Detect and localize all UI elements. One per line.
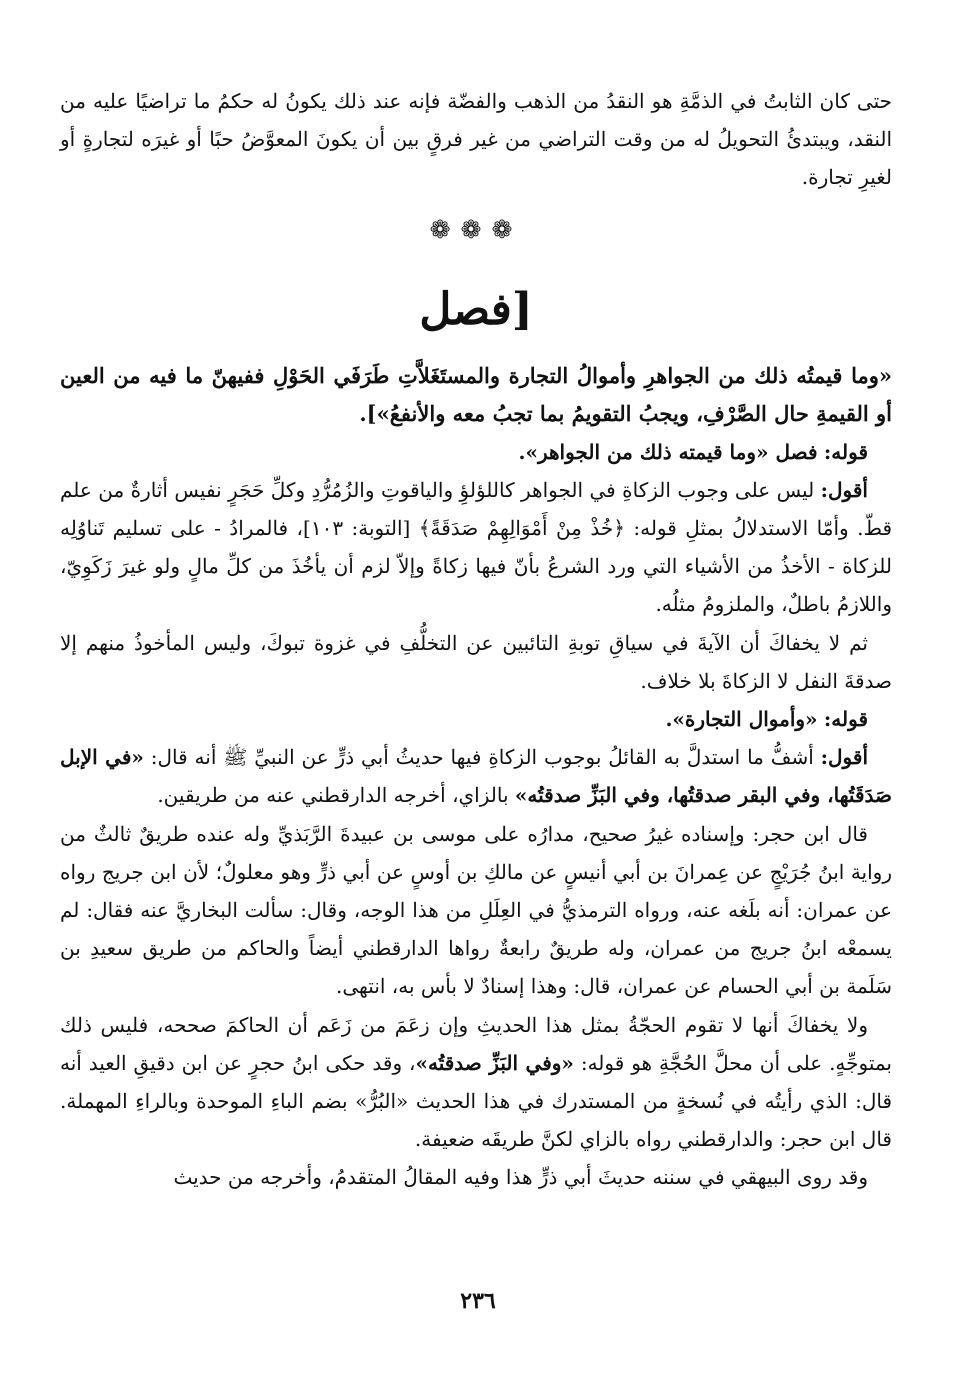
paragraph-text: أشفُّ ما استدلَّ به القائلُ بوجوب الزكاةِ فيها حديثُ أبي ذرٍّ عن النبيِّ ﷺ أنه قال: (150, 745, 814, 770)
paragraph-lead: أقول: (820, 477, 868, 502)
quote-label: قوله: (823, 439, 868, 464)
paragraph-tabuk: ثم لا يخفاكَ أن الآيةَ في سياقِ توبةِ التائبين عن التخلُّفِ في غزوة تبوكَ، وليس المأخوذُ منهم إلا صدقةَ النفل لا الزكاةَ بلا خلاف. (60, 630, 892, 693)
page-number: ٢٣٦ (460, 1288, 496, 1314)
hadith-quote: «وفي البَزِّ صدقتُه» (415, 1050, 574, 1075)
section-heading: [فصل (419, 283, 533, 335)
hadith-quote: «في الإبل صَدَقَتُها، وفي البقر صدقتُها، وفي البَزِّ صدقتُه» (60, 745, 892, 808)
quote-label: قوله: (823, 707, 868, 732)
top-paragraph: حتى كان الثابتُ في الذمَّةِ هو النقدُ من الذهب والفضّة فإنه عند ذلك يكونُ له حكمُ ما تراضيًا عليه من النقد، ويبتدئُ التحويلُ له من وقت التراضي من غير فرقٍ بين أن يكونَ المعوَّضُ حبًا أو غيرَه لتجارةٍ أو لغيرِ تجارة. (60, 89, 892, 190)
paragraph-text: بالزاي، أخرجه الدارقطني عنه من طريقين. (157, 783, 509, 808)
paragraph-aqulu-1 (60, 471, 892, 624)
quote-text: فصل «وما قيمته ذلك من الجواهر». (518, 439, 818, 464)
paragraph-lead: أقول: (820, 745, 869, 770)
quote-text: «وأموال التجارة». (665, 707, 818, 732)
intro-text: «وما قيمتُه ذلك من الجواهرِ وأموالُ التجارة والمستَغَلاَّتِ طَرَفَي الحَوْلِ ففيهنّ ما فيه من العين أو القيمةِ حال الصَّرْفِ، ويجبُ التقويمُ بما تجبُ معه والأنفعُ»]. (60, 362, 892, 426)
quote-line-2 (60, 700, 892, 738)
section-heading-wrap (60, 275, 892, 353)
paragraph-bayhaqi: وقد روى البيهقي في سننه حديثَ أبي ذرٍّ هذا وفيه المقالُ المتقدمُ، وأخرجه من حديث (173, 1165, 868, 1190)
paragraph-ibn-hajar: قال ابن حجر: وإسناده غيرُ صحيح، مدارُه على موسى بن عبيدةَ الرَّبَذيِّ وله عنده طريقٌ ثالثٌ من رواية ابنُ جُرَيْجٍ عن عِمرانَ بن أبي أنيسٍ عن مالكِ بن أوسٍ عن أبي ذرٍّ وهو معلولٌ؛ لأن ابن جريج رواه عن عمران: أنه بلَغه عنه، ورواه الترمذيُّ في العِلَلِ من هذا الوجه، وقال: سألت البخاريَّ عنه فقال: لم يسمعْه ابنُ جريج من عمران، وله طريقٌ رابعةٌ رواها الدارقطني أيضاً والحاكم من طريق سعيدِ بن سَلَمة بن أبي الحسام عن عمران، قال: وهذا إسنادٌ لا بأس به، انتهى. (60, 821, 892, 999)
paragraph-hujja (60, 1006, 892, 1159)
paragraph-text: ، وقد حكى ابنُ حجرٍ عن ابن دقيقِ العيد أنه قال: الذي رأيتُه في نُسخةٍ من المستدرك في هذا الحديث «البُرُّ» بضم الباءِ الموحدة وبالراءِ المهملة. قال ابن حجر: والدارقطني رواه بالزاي لكنَّ طريقَه ضعيفة. (60, 1050, 892, 1152)
paragraph-text: ليس على وجوب الزكاةِ في الجواهر كاللؤلؤِ والياقوتِ والزُمُرُّدِ وكلِّ حَجَرٍ نفيس أثارةٌ من علم قطّ. وأمّا الاستدلالُ بمثلِ قوله: ﴿خُذْ مِنْ أَمْوَالِهِمْ صَدَقَةً﴾ [التوبة: ١٠٣]، فالمرادُ - على تسليم تَناوُلِه للزكاة - الأخذُ من الأشياء التي ورد الشرعُ بأنّ فيها زكاةً وإلاّ لزم أن يأخُذَ من كلِّ مالٍ ولو غيرَ زَكَوِيّ، واللازمُ باطلٌ، والملزومُ مثلُه. (60, 477, 893, 617)
paragraph-text: ولا يخفاكَ أنها لا تقوم الحجّةُ بمثل هذا الحديثِ وإن زعَمَ من زَعَم أن الحاكمَ صححه، فليس ذلك بمتوجِّهٍ. على أن محلَّ الحُجَّةِ هو قوله: (60, 1012, 893, 1075)
paragraph-aqulu-2 (60, 738, 892, 814)
section-separator: ❁❁❁ (429, 214, 523, 244)
quote-line-1 (60, 433, 892, 471)
